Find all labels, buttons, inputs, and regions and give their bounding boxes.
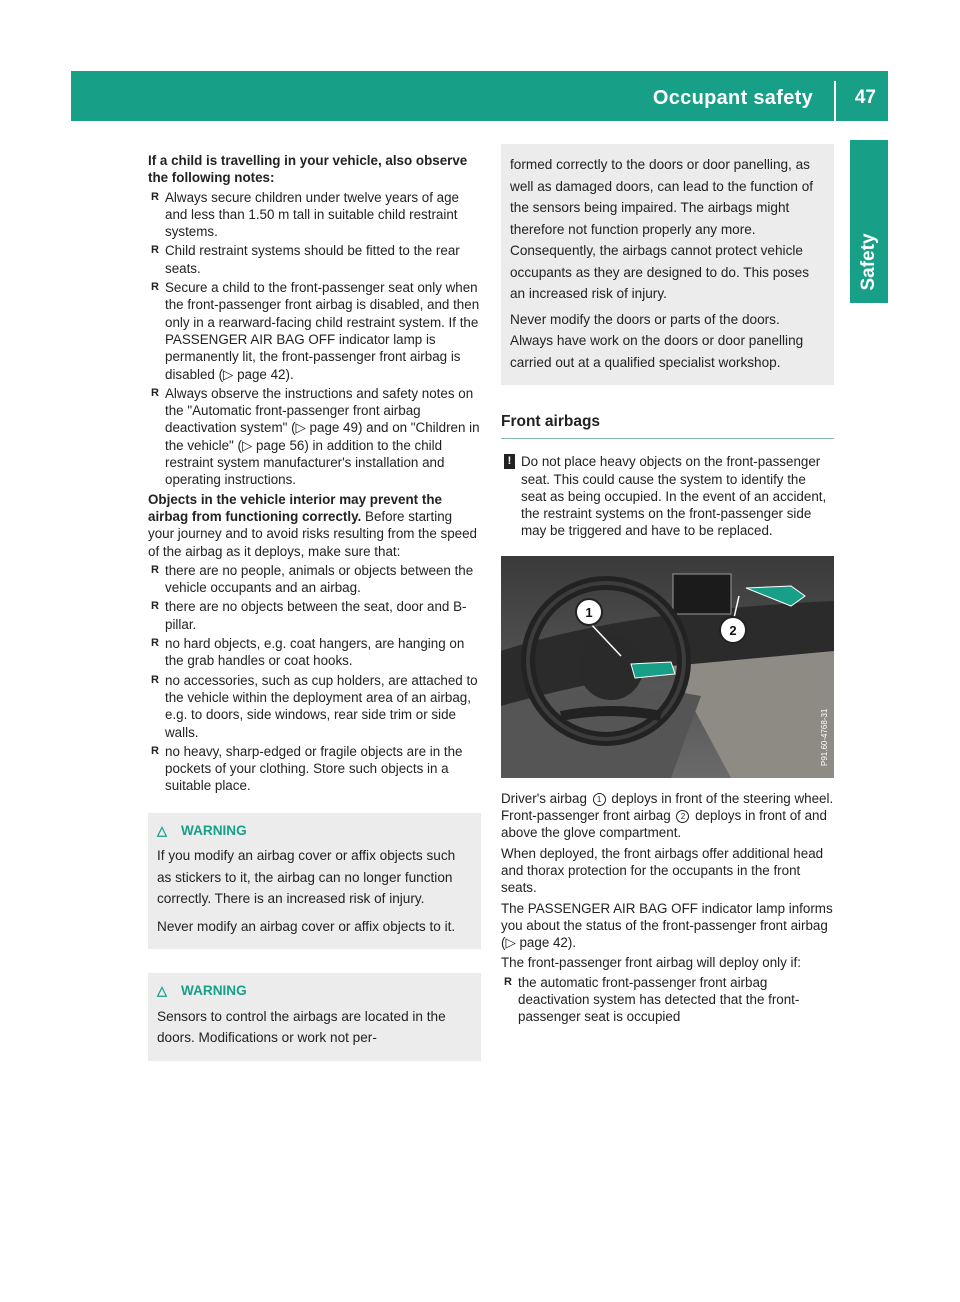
list-item: R no hard objects, e.g. coat hangers, are hanging on the grab handles or coat hooks. <box>148 635 481 670</box>
child-notes-list <box>148 189 481 489</box>
dashboard-figure <box>501 556 834 778</box>
right-column <box>501 144 834 1028</box>
warning-triangle-icon: △ <box>157 983 167 999</box>
warning-box-1 <box>148 813 481 950</box>
dashboard-illustration <box>501 556 834 778</box>
warning-text: Never modify the doors or parts of the doors. Always have work on the doors or door panelling carried out at a qualified specialist workshop. <box>510 311 804 370</box>
header-divider <box>834 81 836 121</box>
paragraph: The front-passenger front airbag will deploy only if: <box>501 955 801 971</box>
paragraph: When deployed, the front airbags offer additional head and thorax protection for the occupants in the front seats. <box>501 845 824 896</box>
left-column <box>148 152 481 1061</box>
objects-list <box>148 562 481 795</box>
paragraph: The PASSENGER AIR BAG OFF indicator lamp informs you about the status of the front-passenger front airbag (▷ page 42). <box>501 900 833 951</box>
child-intro: If a child is travelling in your vehicle, also observe the following notes: <box>148 153 468 186</box>
warning-box-2 <box>148 973 481 1061</box>
figure-code: P91.60-4768-31 <box>820 708 829 766</box>
objects-text: Before starting your journey and to avoid risks resulting from the speed of the airbag as it deploys, make sure that: <box>148 508 477 559</box>
list-item: R there are no objects between the seat, door and B-pillar. <box>148 598 481 633</box>
page-number: 47 <box>854 87 876 108</box>
callout-1-ref-icon: 1 <box>593 793 606 806</box>
notice <box>501 453 834 539</box>
list-item: R Always observe the instructions and safety notes on the "Automatic front-passenger front airbag deactivation system" (▷ page 49) and on "Children in the vehicle" (▷ page 56) in addition to the child restraint system manufacturer's installation and operating instructions. <box>148 385 481 489</box>
list-item: R there are no people, animals or objects between the vehicle occupants and an airbag. <box>148 562 481 597</box>
warning-text: Never modify an airbag cover or affix objects to it. <box>157 918 456 934</box>
list-item: R no heavy, sharp-edged or fragile objects are in the pockets of your clothing. Store such objects in a suitable place. <box>148 743 481 795</box>
warning-title: △ WARNING <box>157 980 472 1002</box>
callout-2-ref-icon: 2 <box>676 810 689 823</box>
warning-text: Sensors to control the airbags are located in the doors. Modifications or work not per- <box>157 1008 446 1046</box>
objects-paragraph <box>148 491 481 560</box>
list-item: R no accessories, such as cup holders, are attached to the vehicle within the deployment area of an airbag, e.g. to doors, side windows, rear side trim or side walls. <box>148 672 481 741</box>
warning-text: If you modify an airbag cover or affix objects such as stickers to it, the airbag can no longer function correctly. There is an increased risk of injury. <box>157 848 456 907</box>
list-item: R Child restraint systems should be fitted to the rear seats. <box>148 242 481 277</box>
warning-title: △ WARNING <box>157 820 472 842</box>
objects-heading: Objects in the vehicle interior may prevent the airbag from functioning correctly. <box>148 491 442 524</box>
warning-triangle-icon: △ <box>157 822 167 838</box>
header-bar <box>71 71 888 121</box>
callout-1: 1 <box>585 604 593 620</box>
side-tab <box>850 140 888 303</box>
airbag-description: Driver's airbag 1 deploys in front of the steering wheel. Front-passenger front airbag 2 deploys in front of and above the glove compartment. <box>501 790 834 841</box>
warning-text: formed correctly to the doors or door panelling, as well as damaged doors, can lead to the function of the sensors being impaired. The airbags might therefore not function properly any more. Consequently, the airbags cannot protect vehicle occupants as they are designed to do. This poses an increased risk of injury. <box>510 157 814 301</box>
list-item: R Always secure children under twelve years of age and less than 1.50 m tall in suitable child restraint systems. <box>148 189 481 241</box>
conditions-list <box>501 974 834 1026</box>
page-title: Occupant safety <box>652 87 813 109</box>
callout-2: 2 <box>729 622 737 638</box>
list-item: R the automatic front-passenger front airbag deactivation system has detected that the front-passenger seat is occupied <box>501 974 834 1026</box>
list-item: R Secure a child to the front-passenger seat only when the front-passenger front airbag is disabled, and then only in a rearward-facing child restraint system. If the PASSENGER AIR BAG OFF indicator lamp is permanently lit, the front-passenger front airbag is disabled (▷ page 42). <box>148 279 481 383</box>
notice-text: Do not place heavy objects on the front-passenger seat. This could cause the system to identify the seat as being occupied. In the event of an accident, the restraint systems on the front-passenger side may be triggered and have to be replaced. <box>521 454 827 539</box>
section-title: Front airbags <box>501 413 834 439</box>
exclamation-icon: ! <box>504 454 515 469</box>
warning-box-continued <box>501 144 834 385</box>
side-tab-label: Safety <box>858 233 879 291</box>
